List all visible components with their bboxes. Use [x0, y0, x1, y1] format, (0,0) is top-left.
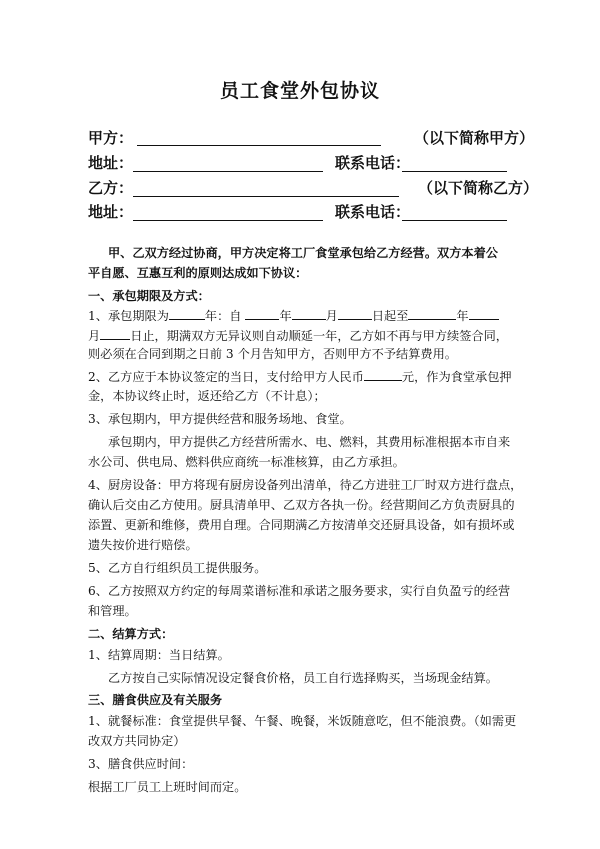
intro-line-1: 甲、乙双方经过协商，甲方决定将工厂食堂承包给乙方经营。双方本着公 [108, 246, 498, 260]
section-1-title: 一、承包期限及方式： [88, 289, 210, 303]
start-month-blank[interactable] [292, 305, 326, 320]
item-1-line-2: 月 日止，期满双方无异议则自动顺延一年，乙方如不再与甲方续签合同， [88, 325, 508, 346]
item-2-line-2: 金，本协议终止时，返还给乙方（不计息）； [88, 389, 326, 403]
party-a-phone-label: 联系电话： [335, 154, 411, 172]
section-3-para: 根据工厂员工上班时间而定。 [88, 780, 247, 794]
party-b-suffix: （以下简称乙方） [418, 179, 539, 197]
term-years-blank[interactable] [169, 305, 205, 320]
section-2-title: 二、结算方式： [88, 627, 174, 641]
party-b-label: 乙方： [88, 179, 134, 197]
item-1-line-1: 1、承包期限为 年：自 年 月 日起至 年 [88, 305, 499, 326]
section-2-para: 乙方按自己实际情况设定餐食价格，员工自行选择购买，当场现金结算。 [108, 671, 498, 685]
item-6-line-1: 6、乙方按照双方约定的每周菜谱标准和承诺之服务要求，实行自负盈亏的经营 [88, 584, 511, 598]
section-3-item-1-line-1: 1、就餐标准：食堂提供早餐、午餐、晚餐，米饭随意吃，但不能浪费。（如需更 [88, 714, 517, 728]
start-day-blank[interactable] [338, 305, 372, 320]
section-3-item-1-line-2: 改双方共同协定） [88, 734, 186, 748]
item-6-line-2: 和管理。 [88, 604, 137, 618]
party-a-label: 甲方： [88, 129, 134, 147]
end-month-blank[interactable] [100, 325, 130, 340]
end-year-tail-blank[interactable] [469, 305, 499, 320]
page-title: 员工食堂外包协议 [219, 80, 380, 102]
section-2-item-1: 1、结算周期：当日结算。 [88, 648, 230, 662]
party-a-name-line[interactable] [137, 145, 381, 146]
party-b-phone-label: 联系电话： [335, 203, 411, 221]
item-3-para-line-1: 承包期内，甲方提供乙方经营所需水、电、燃料，其费用标准根据本市自来 [108, 435, 511, 449]
intro-line-2: 平自愿、互惠互利的原则达成如下协议： [88, 266, 308, 280]
party-a-suffix: （以下简称甲方） [414, 129, 535, 147]
item-4-line-1: 4、厨房设备：甲方将现有厨房设备列出清单，待乙方进驻工厂时双方进行盘点， [88, 478, 523, 492]
party-a-phone-line[interactable] [402, 171, 507, 172]
party-b-address-label: 地址： [88, 203, 134, 221]
party-a-address-label: 地址： [88, 154, 134, 172]
party-b-phone-line[interactable] [402, 220, 507, 221]
item-2-line-1: 2、乙方应于本协议签定的当日，支付给甲方人民币 元，作为食堂承包押 [88, 366, 512, 387]
start-year-blank[interactable] [245, 305, 279, 320]
item-4-line-4: 遗失按价进行赔偿。 [88, 538, 198, 552]
section-3-item-3: 3、膳食供应时间： [88, 757, 194, 771]
item-4-line-3: 添置、更新和维修，费用自理。合同期满乙方按清单交还厨具设备，如有损坏或 [88, 518, 515, 532]
item-1-line-3: 则必须在合同到期之日前 3 个月告知甲方，否则甲方不予结算费用。 [88, 347, 457, 361]
item-4-line-2: 确认后交由乙方使用。厨具清单甲、乙双方各执一份。经营期间乙方负责厨具的 [88, 498, 515, 512]
item-3-para-line-2: 水公司、供电局、燃料供应商统一标准核算，由乙方承担。 [88, 455, 405, 469]
party-b-name-line[interactable] [133, 196, 399, 197]
party-b-address-line[interactable] [133, 220, 323, 221]
section-3-title: 三、膳食供应及有关服务 [88, 693, 223, 707]
deposit-amount-blank[interactable] [364, 366, 402, 381]
item-3: 3、承包期内，甲方提供经营和服务场地、食堂。 [88, 412, 352, 426]
item-5: 5、乙方自行组织员工提供服务。 [88, 561, 267, 575]
party-a-address-line[interactable] [133, 171, 323, 172]
end-year-blank[interactable] [408, 305, 456, 320]
